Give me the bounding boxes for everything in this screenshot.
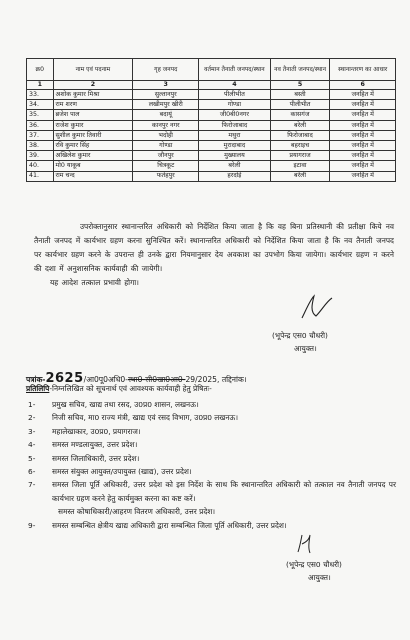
cell-name: मो0 याकूब <box>53 161 133 171</box>
signatory-designation: आयुक्त। <box>308 573 331 582</box>
list-number: 7- <box>28 480 36 490</box>
cell-serial: 38. <box>27 140 54 150</box>
reference-code-rest: 29/2025, तद्दिनांक। <box>185 375 247 384</box>
list-item <box>26 398 396 411</box>
cell-current-posting: मुख्यालय <box>199 151 270 161</box>
transfer-table <box>26 58 396 182</box>
cell-home-district: बदायूं <box>133 110 199 120</box>
header-home-district: गृह जनपद <box>133 59 199 81</box>
cell-name: राम चन्द <box>53 171 133 181</box>
header-serial: क्र0 <box>27 59 54 81</box>
column-number: 5 <box>270 81 330 90</box>
list-number: 9- <box>28 520 36 530</box>
cell-name: ब्रजेश पाल <box>53 110 133 120</box>
column-number-row <box>27 81 396 90</box>
column-number: 4 <box>199 81 270 90</box>
table-row <box>27 90 396 100</box>
list-number: 2- <box>28 413 36 423</box>
column-number: 2 <box>53 81 133 90</box>
list-item <box>26 438 396 451</box>
cell-serial: 35. <box>27 110 54 120</box>
list-item <box>26 519 396 532</box>
signature-block-bottom <box>286 558 342 584</box>
cell-current-posting: जी0बी0नगर <box>199 110 270 120</box>
copy-label: प्रतिलिपि <box>26 384 50 393</box>
list-number: 4- <box>28 440 36 450</box>
column-number: 1 <box>27 81 54 90</box>
cell-serial: 36. <box>27 120 54 130</box>
list-text: समस्त सम्बन्धित क्षेत्रीय खाद्य अधिकारी द्वारा सम्बन्धित जिला पूर्ति अधिकारी, उत्तर प्रदेश। <box>52 520 287 530</box>
table-row <box>27 151 396 161</box>
list-item <box>26 465 396 478</box>
cell-new-posting: इटावा <box>270 161 330 171</box>
cell-name: अखिलेश कुमार <box>53 151 133 161</box>
reference-number: 2625 <box>45 371 84 386</box>
signature-scribble <box>294 532 316 556</box>
list-number: 5- <box>28 453 36 463</box>
reference-code-struck-2: सी0खा0आ0- <box>145 375 186 384</box>
list-number: 6- <box>28 467 36 477</box>
recipient-list <box>26 398 396 532</box>
cell-transfer-basis: जनहित में <box>330 151 396 161</box>
cell-home-district: कानपुर नगर <box>133 120 199 130</box>
reference-code: /आ0पू0अधि0- <box>83 375 128 384</box>
effective-note: यह आदेश तत्काल प्रभावी होगा। <box>50 278 139 287</box>
table-row <box>27 140 396 150</box>
cell-home-district: गोण्डा <box>133 140 199 150</box>
table-row <box>27 130 396 140</box>
cell-home-district: लखीमपुर खीरी <box>133 100 199 110</box>
cell-name: राजेश कुमार <box>53 120 133 130</box>
cell-home-district: भदोही <box>133 130 199 140</box>
cell-current-posting: गोण्डा <box>199 100 270 110</box>
cell-name: सुशील कुमार तिवारी <box>53 130 133 140</box>
list-text: समस्त जिलाधिकारी, उत्तर प्रदेश। <box>52 453 140 463</box>
cell-transfer-basis: जनहित में <box>330 120 396 130</box>
cell-transfer-basis: जनहित में <box>330 110 396 120</box>
table-row <box>27 171 396 181</box>
cell-name: रवि कुमार सिंह <box>53 140 133 150</box>
list-text: महालेखाकार, उ0प्र0, प्रयागराज। <box>52 426 141 436</box>
cell-current-posting: मथुरा <box>199 130 270 140</box>
list-item <box>26 505 396 518</box>
list-text: समस्त कोषाधिकारी/आहरण वितरण अधिकारी, उत्तर प्रदेश। <box>58 507 216 517</box>
cell-serial: 33. <box>27 90 54 100</box>
list-text: निजी सचिव, मा0 राज्य मंत्री, खाद्य एवं रसद विभाग, उ0प्र0 लखनऊ। <box>52 413 239 423</box>
cell-home-district: फतेहपुर <box>133 171 199 181</box>
column-number: 3 <box>133 81 199 90</box>
reference-label: पत्रांक- <box>26 375 46 384</box>
cell-transfer-basis: जनहित में <box>330 90 396 100</box>
table-row <box>27 100 396 110</box>
cell-serial: 37. <box>27 130 54 140</box>
cell-home-district: जौनपुर <box>133 151 199 161</box>
list-item <box>26 425 396 438</box>
table-row <box>27 110 396 120</box>
list-text: समस्त मण्डलायुक्त, उत्तर प्रदेश। <box>52 440 138 450</box>
header-current-posting: वर्तमान तैनाती जनपद/स्थान <box>199 59 270 81</box>
cell-home-district: चित्रकूट <box>133 161 199 171</box>
instruction-paragraph: उपरोक्तानुसार स्थानान्तरित अधिकारी को निर्देशित किया जाता है कि वह बिना प्रतिस्थानी की प्रतीक्षा किये नव तैनाती जनपद में कार्यभार ग्रहण करना सुनिश्चित करें। स्थानान्तरित अधिकारी को निर्देशित किया जाता है कि नव तैनाती जनपद पर कार्यभार ग्रहण करने के उपरान्त ही उनके द्वारा नियमानुसार देय अवकाश का उपभोग किया जायेगा। कार्यभार ग्रहण न करने की दशा में अनुशासनिक कार्यवाही की जायेगी। <box>34 222 394 273</box>
list-item <box>26 411 396 424</box>
cell-transfer-basis: जनहित में <box>330 140 396 150</box>
copy-heading <box>26 384 212 394</box>
table-row <box>27 161 396 171</box>
signature-block-top <box>272 329 328 355</box>
cell-name: अशोक कुमार मिश्रा <box>53 90 133 100</box>
cell-transfer-basis: जनहित में <box>330 171 396 181</box>
header-transfer-basis: स्थानान्तरण का आधार <box>330 59 396 81</box>
list-item <box>26 478 396 505</box>
list-text: समस्त संयुक्त आयुक्त/उपायुक्त (खाद्य), उत्तर प्रदेश। <box>52 467 192 477</box>
copy-text: -निम्नलिखित को सूचनार्थ एवं आवश्यक कार्यवाही हेतु प्रेषितः- <box>49 384 212 393</box>
cell-current-posting: हरदोई <box>199 171 270 181</box>
cell-serial: 40. <box>27 161 54 171</box>
cell-new-posting: बहराइच <box>270 140 330 150</box>
signature-scribble <box>296 292 336 324</box>
signatory-designation: आयुक्त। <box>294 344 317 353</box>
column-number: 6 <box>330 81 396 90</box>
cell-serial: 41. <box>27 171 54 181</box>
list-number: 1- <box>28 400 36 409</box>
cell-new-posting: बरेली <box>270 120 330 130</box>
cell-home-district: सुल्तानपुर <box>133 90 199 100</box>
cell-serial: 39. <box>27 151 54 161</box>
cell-new-posting: बस्ती <box>270 90 330 100</box>
cell-name: राम शरण <box>53 100 133 110</box>
table-row <box>27 120 396 130</box>
cell-new-posting: पीलीभीत <box>270 100 330 110</box>
cell-current-posting: बरेली <box>199 161 270 171</box>
cell-serial: 34. <box>27 100 54 110</box>
cell-current-posting: पीलीभीत <box>199 90 270 100</box>
cell-transfer-basis: जनहित में <box>330 130 396 140</box>
list-text: समस्त जिला पूर्ति अधिकारी, उत्तर प्रदेश को इस निर्देश के साथ कि स्थानान्तरित अधिकारी को तत्काल नव तैनाती जनपद पर कार्यभार ग्रहण करने हेतु कार्यमुक्त करना का कष्ट करें। <box>52 480 396 503</box>
cell-transfer-basis: जनहित में <box>330 161 396 171</box>
header-new-posting: नव तैनाती जनपद/स्थान <box>270 59 330 81</box>
header-name: नाम एवं पदनाम <box>53 59 133 81</box>
signatory-name: (भूपेन्द्र एस0 चौधरी) <box>286 560 342 569</box>
cell-current-posting: मुरादाबाद <box>199 140 270 150</box>
list-text: प्रमुख सचिव, खाद्य तथा रसद, उ0प्र0 शासन, लखनऊ। <box>52 400 199 409</box>
signatory-name: (भूपेन्द्र एस0 चौधरी) <box>272 331 328 340</box>
cell-new-posting: कासगंज <box>270 110 330 120</box>
cell-new-posting: प्रयागराज <box>270 151 330 161</box>
reference-code-struck: स्था0- <box>127 375 146 384</box>
cell-transfer-basis: जनहित में <box>330 100 396 110</box>
list-item <box>26 452 396 465</box>
table-header-row <box>27 59 396 81</box>
cell-new-posting: बरेली <box>270 171 330 181</box>
list-number: 3- <box>28 426 36 436</box>
cell-new-posting: फिरोजाबाद <box>270 130 330 140</box>
cell-current-posting: फिरोजाबाद <box>199 120 270 130</box>
